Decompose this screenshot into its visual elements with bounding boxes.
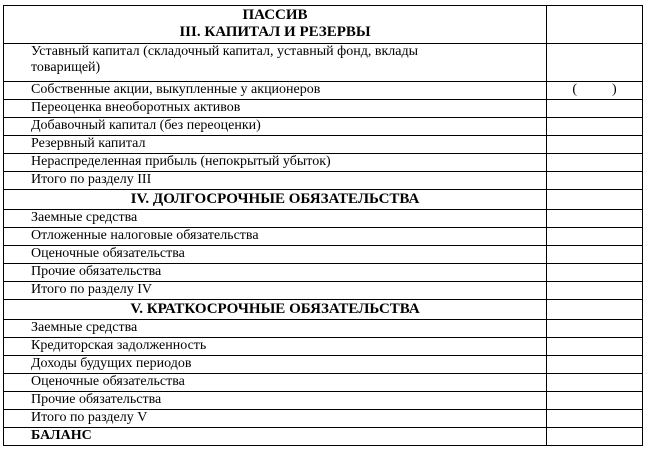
row-value-cell: [547, 228, 643, 246]
row-label-short-term-borrowings: Заемные средства: [31, 320, 138, 335]
row-label-cell: [4, 100, 547, 118]
row-label-treasury-shares: Собственные акции, выкупленные у акционеров: [31, 82, 321, 97]
table-row: [4, 356, 643, 374]
row-label-total-section5: Итого по разделу V: [31, 410, 148, 425]
liabilities-balance-table: [3, 5, 643, 446]
negative-value-parentheses: ( ): [572, 82, 617, 97]
table-row: [4, 172, 643, 190]
row-label-cell: [4, 44, 547, 82]
row-label-reserve-capital: Резервный капитал: [31, 136, 146, 151]
section-value-cell: [547, 300, 643, 320]
row-label-cell: [4, 374, 547, 392]
row-value-cell: [547, 118, 643, 136]
row-label-cell: [4, 118, 547, 136]
row-label-long-term-provisions: Оценочные обязательства: [31, 246, 185, 261]
row-value-cell: [547, 100, 643, 118]
row-label-accounts-payable: Кредиторская задолженность: [31, 338, 207, 353]
table-row: [4, 228, 643, 246]
table-row: [4, 264, 643, 282]
row-label-cell: [4, 172, 547, 190]
header-cell: [4, 6, 547, 44]
row-value-cell: [547, 392, 643, 410]
row-label-cell: [4, 154, 547, 172]
balance-total-label: БАЛАНС: [4, 428, 547, 446]
table-header-row: [4, 6, 643, 44]
row-label-short-term-provisions: Оценочные обязательства: [31, 374, 185, 389]
row-label-cell: [4, 82, 547, 100]
row-label-cell: [4, 410, 547, 428]
row-label-authorized-capital: Уставный капитал (складочный капитал, уставный фонд, вклады товарищей): [31, 44, 418, 75]
table-row: [4, 320, 643, 338]
row-label-long-term-borrowings: Заемные средства: [31, 210, 138, 225]
row-label-deferred-income: Доходы будущих периодов: [31, 356, 192, 371]
balance-total-value: [547, 428, 643, 446]
header-value-cell: [547, 6, 643, 44]
section4-title: IV. ДОЛГОСРОЧНЫЕ ОБЯЗАТЕЛЬСТВА: [4, 190, 547, 210]
row-label-other-short-term: Прочие обязательства: [31, 392, 162, 407]
row-label-revaluation: Переоценка внеоборотных активов: [31, 100, 241, 115]
row-value-cell: [547, 136, 643, 154]
table-row: [4, 44, 643, 82]
table-title: ПАССИВ: [242, 7, 308, 23]
row-label-cell: [4, 246, 547, 264]
table-row: [4, 154, 643, 172]
balance-total-row: [4, 428, 643, 446]
row-label-total-section4: Итого по разделу IV: [31, 282, 153, 297]
table-row: [4, 210, 643, 228]
section-header-row: [4, 190, 643, 210]
table-row: [4, 374, 643, 392]
section-value-cell: [547, 190, 643, 210]
row-label-cell: [4, 264, 547, 282]
row-value-cell: [547, 172, 643, 190]
table-row: [4, 136, 643, 154]
row-label-cell: [4, 338, 547, 356]
row-value-cell: [547, 410, 643, 428]
table-row: [4, 246, 643, 264]
row-value-cell: [547, 246, 643, 264]
table-row: [4, 118, 643, 136]
row-label-cell: [4, 392, 547, 410]
row-label-additional-capital: Добавочный капитал (без переоценки): [31, 118, 261, 133]
row-value-cell: [547, 338, 643, 356]
row-value-cell: [547, 282, 643, 300]
table-row: [4, 338, 643, 356]
row-value-cell: [547, 44, 643, 82]
row-label-cell: [4, 210, 547, 228]
row-value-cell-parentheses: [547, 82, 643, 100]
row-label-deferred-tax: Отложенные налоговые обязательства: [31, 228, 259, 243]
row-value-cell: [547, 264, 643, 282]
section3-title: III. КАПИТАЛ И РЕЗЕРВЫ: [179, 24, 371, 40]
table-row: [4, 392, 643, 410]
section-header-row: [4, 300, 643, 320]
row-value-cell: [547, 320, 643, 338]
section5-title: V. КРАТКОСРОЧНЫЕ ОБЯЗАТЕЛЬСТВА: [4, 300, 547, 320]
row-label-total-section3: Итого по разделу III: [31, 172, 152, 187]
row-label-cell: [4, 282, 547, 300]
row-value-cell: [547, 210, 643, 228]
row-value-cell: [547, 154, 643, 172]
table-row: [4, 82, 643, 100]
table-row: [4, 100, 643, 118]
row-label-retained-earnings: Нераспределенная прибыль (непокрытый убыток): [31, 154, 331, 169]
row-label-cell: [4, 228, 547, 246]
table-row: [4, 282, 643, 300]
row-label-cell: [4, 136, 547, 154]
row-value-cell: [547, 374, 643, 392]
row-label-cell: [4, 320, 547, 338]
row-value-cell: [547, 356, 643, 374]
row-label-cell: [4, 356, 547, 374]
table-row: [4, 410, 643, 428]
row-label-other-long-term: Прочие обязательства: [31, 264, 162, 279]
